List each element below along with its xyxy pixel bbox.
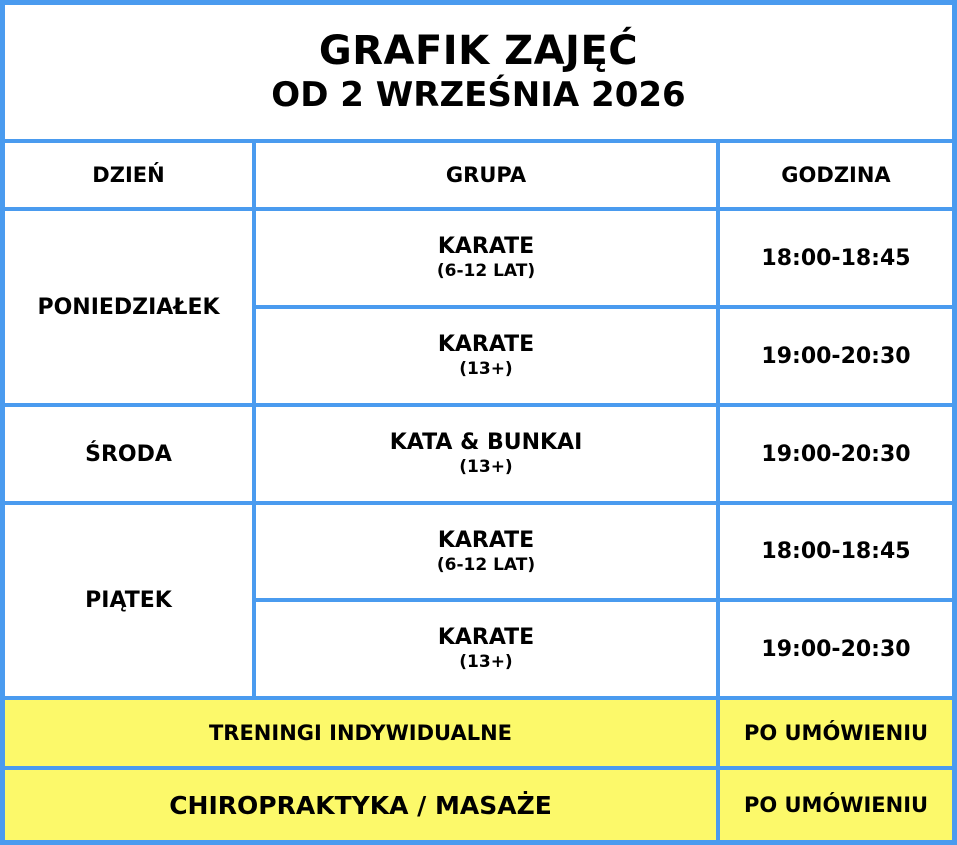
group-name: KATA & BUNKAI <box>389 430 583 455</box>
group-name: KARATE <box>437 234 535 259</box>
group-age: (6-12 LAT) <box>436 261 536 281</box>
time-cell: 18:00-18:45 <box>761 245 911 271</box>
group-age: (13+) <box>459 652 513 672</box>
extra-label-individual: TRENINGI INDYWIDUALNE <box>208 721 513 745</box>
extra-value-chiropractic: PO UMÓWIENIU <box>743 793 929 817</box>
group-age: (6-12 LAT) <box>436 554 536 575</box>
time-cell: 19:00-20:30 <box>761 343 911 369</box>
group-age: (13+) <box>459 457 513 477</box>
header-time: GODZINA <box>781 163 891 187</box>
day-wednesday: ŚRODA <box>85 441 172 467</box>
day-friday: PIĄTEK <box>85 588 172 613</box>
page-title: GRAFIK ZAJĘĆ <box>318 28 639 74</box>
day-monday: PONIEDZIAŁEK <box>37 294 220 320</box>
time-cell: 19:00-20:30 <box>761 441 911 467</box>
extra-label-chiropractic: CHIROPRAKTYKA / MASAŻE <box>169 790 552 820</box>
extra-value-individual: PO UMÓWIENIU <box>743 721 929 745</box>
group-name: KARATE <box>437 332 535 357</box>
time-cell: 19:00-20:30 <box>761 636 911 662</box>
page-subtitle: OD 2 WRZEŚNIA 2026 <box>271 75 686 115</box>
group-name: KARATE <box>437 527 535 553</box>
header-group: GRUPA <box>445 163 527 187</box>
group-age: (13+) <box>459 359 513 379</box>
time-cell: 18:00-18:45 <box>761 539 911 564</box>
group-name: KARATE <box>437 625 535 650</box>
header-day: DZIEŃ <box>92 163 165 187</box>
